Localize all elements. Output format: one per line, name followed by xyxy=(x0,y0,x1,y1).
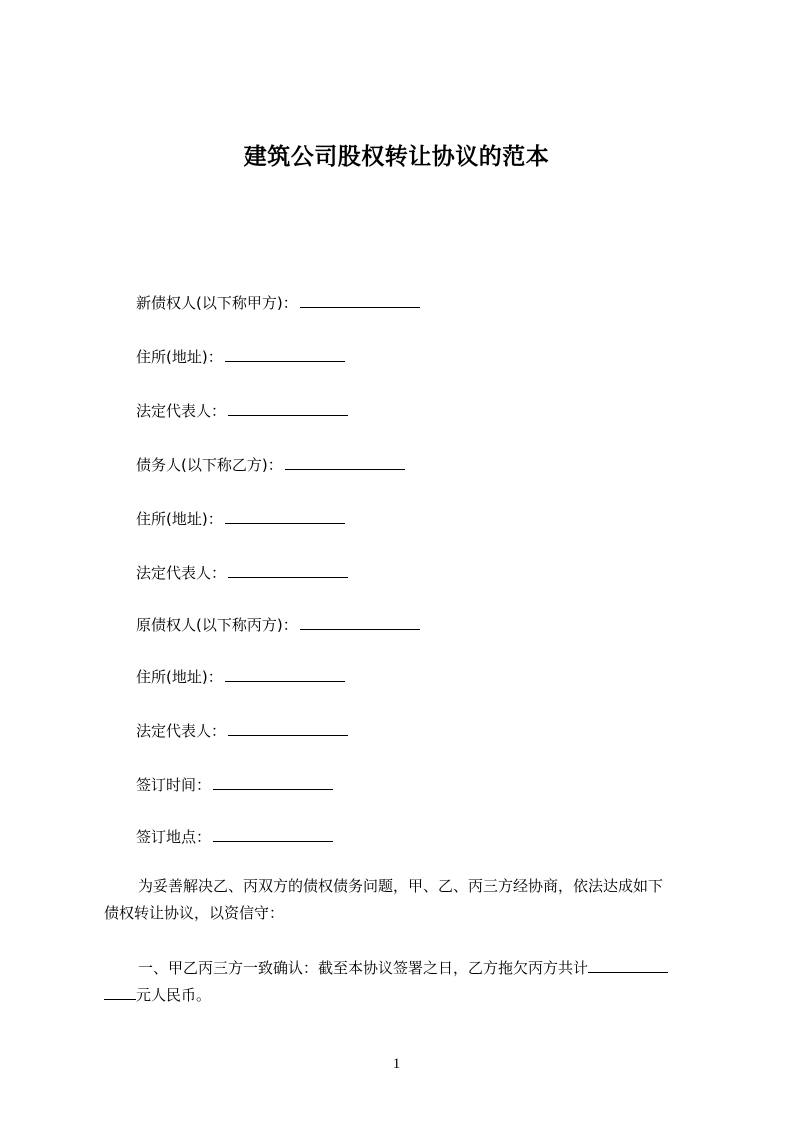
field-signing-time xyxy=(136,774,333,795)
document-title: 建筑公司股权转让协议的范本 xyxy=(243,144,550,170)
fill-in-blank xyxy=(228,400,348,416)
field-label: 债务人(以下称乙方)： xyxy=(136,456,283,474)
page-number: 1 xyxy=(392,1056,401,1072)
field-new-creditor xyxy=(136,292,420,313)
field-debtor xyxy=(136,454,405,475)
field-signing-place xyxy=(136,826,333,847)
fill-in-blank xyxy=(285,454,405,470)
clause-1-line-1: 一、甲乙丙三方一致确认：截至本协议签署之日，乙方拖欠丙方共计 xyxy=(138,959,589,977)
amount-blank xyxy=(588,957,668,973)
field-label: 签订时间： xyxy=(136,776,212,794)
amount-blank-continued xyxy=(104,984,136,1000)
field-label: 住所(地址)： xyxy=(136,668,223,686)
field-original-creditor-representative xyxy=(136,720,348,741)
intro-paragraph xyxy=(104,873,704,927)
intro-line-1: 为妥善解决乙、丙双方的债权债务问题，甲、乙、丙三方经协商，依法达成如下 xyxy=(138,877,664,895)
field-label: 法定代表人： xyxy=(136,722,227,740)
fill-in-blank xyxy=(300,292,420,308)
fill-in-blank xyxy=(213,774,333,790)
field-original-creditor xyxy=(136,614,420,635)
field-label: 法定代表人： xyxy=(136,564,227,582)
fill-in-blank xyxy=(225,666,345,682)
fill-in-blank xyxy=(228,720,348,736)
field-original-creditor-address xyxy=(136,666,345,687)
field-label: 法定代表人： xyxy=(136,402,227,420)
clause-1-line-2: 元人民币。 xyxy=(136,986,212,1004)
fill-in-blank xyxy=(213,826,333,842)
field-label: 住所(地址)： xyxy=(136,348,223,366)
field-debtor-representative xyxy=(136,562,348,583)
clause-1-line-2-wrap xyxy=(104,982,704,1009)
field-label: 新债权人(以下称甲方)： xyxy=(136,294,298,312)
fill-in-blank xyxy=(225,508,345,524)
field-debtor-address xyxy=(136,508,345,529)
field-new-creditor-address xyxy=(136,346,345,367)
intro-line-2: 债权转让协议，以资信守： xyxy=(104,904,285,922)
field-new-creditor-representative xyxy=(136,400,348,421)
field-label: 签订地点： xyxy=(136,828,212,846)
fill-in-blank xyxy=(225,346,345,362)
field-label: 住所(地址)： xyxy=(136,510,223,528)
fill-in-blank xyxy=(228,562,348,578)
field-label: 原债权人(以下称丙方)： xyxy=(136,616,298,634)
fill-in-blank xyxy=(300,614,420,630)
clause-1-paragraph xyxy=(104,955,704,1009)
